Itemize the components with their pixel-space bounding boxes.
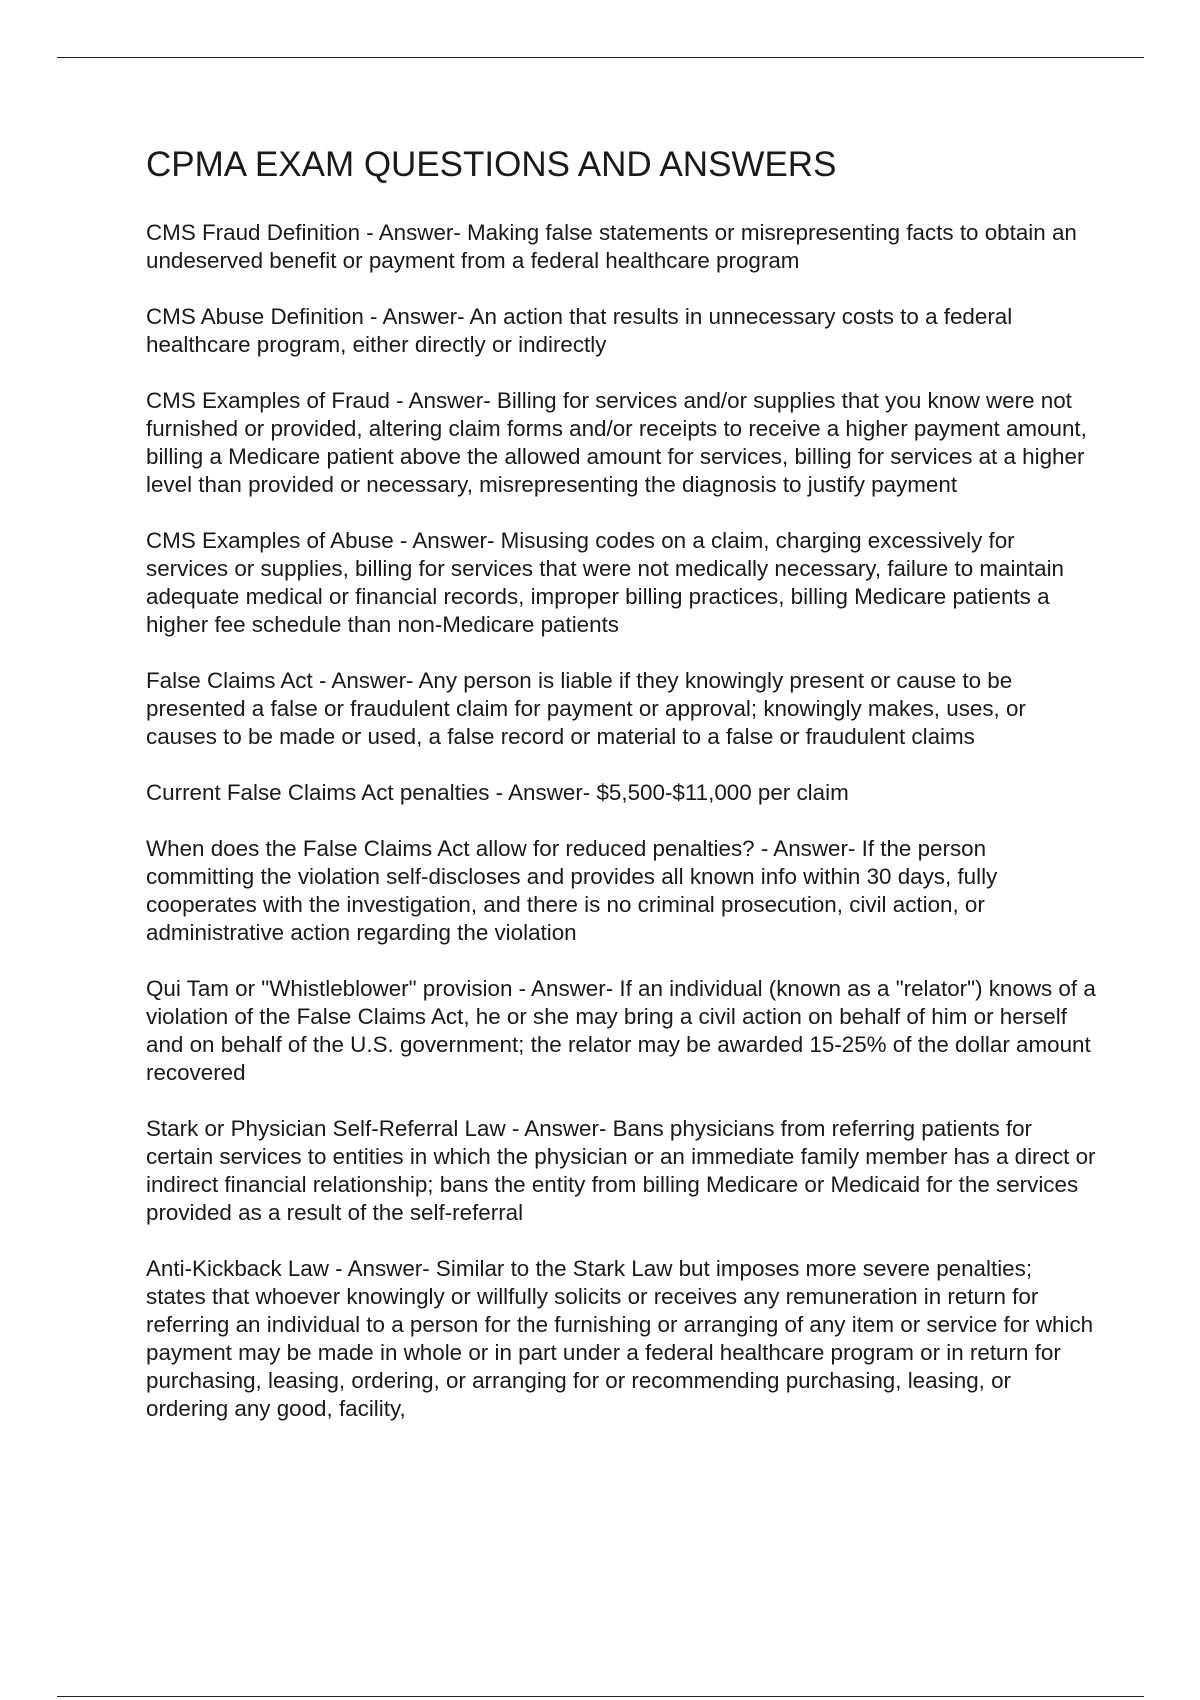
qa-entry-reduced-penalties: When does the False Claims Act allow for reduced penalties? - Answer- If the person committing the violation self-discloses and provides all known info within 30 days, fully cooperates with the investigation, and there is no criminal prosecution, civil action, or administrative action regarding the violation bbox=[146, 836, 998, 945]
document-title: CPMA EXAM QUESTIONS AND ANSWERS bbox=[146, 145, 837, 184]
qa-entry-abuse-definition: CMS Abuse Definition - Answer- An action that results in unnecessary costs to a federal healthcare program, either directly or indirectly bbox=[146, 304, 1013, 357]
qa-entry-examples-of-abuse: CMS Examples of Abuse - Answer- Misusing codes on a claim, charging excessively for services or supplies, billing for services that were not medically necessary, failure to maintain adequate medical or financial records, improper billing practices, billing Medicare patients a higher fee schedule than non-Medicare patients bbox=[146, 528, 1064, 637]
qa-entry-false-claims-act: False Claims Act - Answer- Any person is liable if they knowingly present or cause to be presented a false or fraudulent claim for payment or approval; knowingly makes, uses, or causes to be made or used, a false record or material to a false or fraudulent claims bbox=[146, 668, 1026, 749]
top-rule bbox=[57, 57, 1144, 58]
qa-entry-qui-tam: Qui Tam or "Whistleblower" provision - Answer- If an individual (known as a "relator") knows of a violation of the False Claims Act, he or she may bring a civil action on behalf of him or herself and on behalf of the U.S. government; the relator may be awarded 15-25% of the dollar amount recovered bbox=[146, 976, 1096, 1085]
qa-entry-fca-penalties: Current False Claims Act penalties - Answer- $5,500-$11,000 per claim bbox=[146, 780, 849, 805]
document-body bbox=[146, 141, 1096, 1451]
qa-entry-fraud-definition: CMS Fraud Definition - Answer- Making false statements or misrepresenting facts to obtain an undeserved benefit or payment from a federal healthcare program bbox=[146, 220, 1077, 273]
bottom-rule bbox=[57, 1696, 1144, 1697]
qa-entry-stark-law: Stark or Physician Self-Referral Law - Answer- Bans physicians from referring patients for certain services to entities in which the physician or an immediate family member has a direct or indirect financial relationship; bans the entity from billing Medicare or Medicaid for the services provided as a result of the self-referral bbox=[146, 1116, 1096, 1225]
qa-entry-examples-of-fraud: CMS Examples of Fraud - Answer- Billing for services and/or supplies that you know were not furnished or provided, altering claim forms and/or receipts to receive a higher payment amount, billing a Medicare patient above the allowed amount for services, billing for services at a higher level than provided or necessary, misrepresenting the diagnosis to justify payment bbox=[146, 388, 1087, 497]
qa-entry-anti-kickback-law: Anti-Kickback Law - Answer- Similar to the Stark Law but imposes more severe penalties; states that whoever knowingly or willfully solicits or receives any remuneration in return for referring an individual to a person for the furnishing or arranging of any item or service for which payment may be made in whole or in part under a federal healthcare program or in return for purchasing, leasing, ordering, or arranging for or recommending purchasing, leasing, or ordering any good, facility, bbox=[146, 1256, 1094, 1421]
